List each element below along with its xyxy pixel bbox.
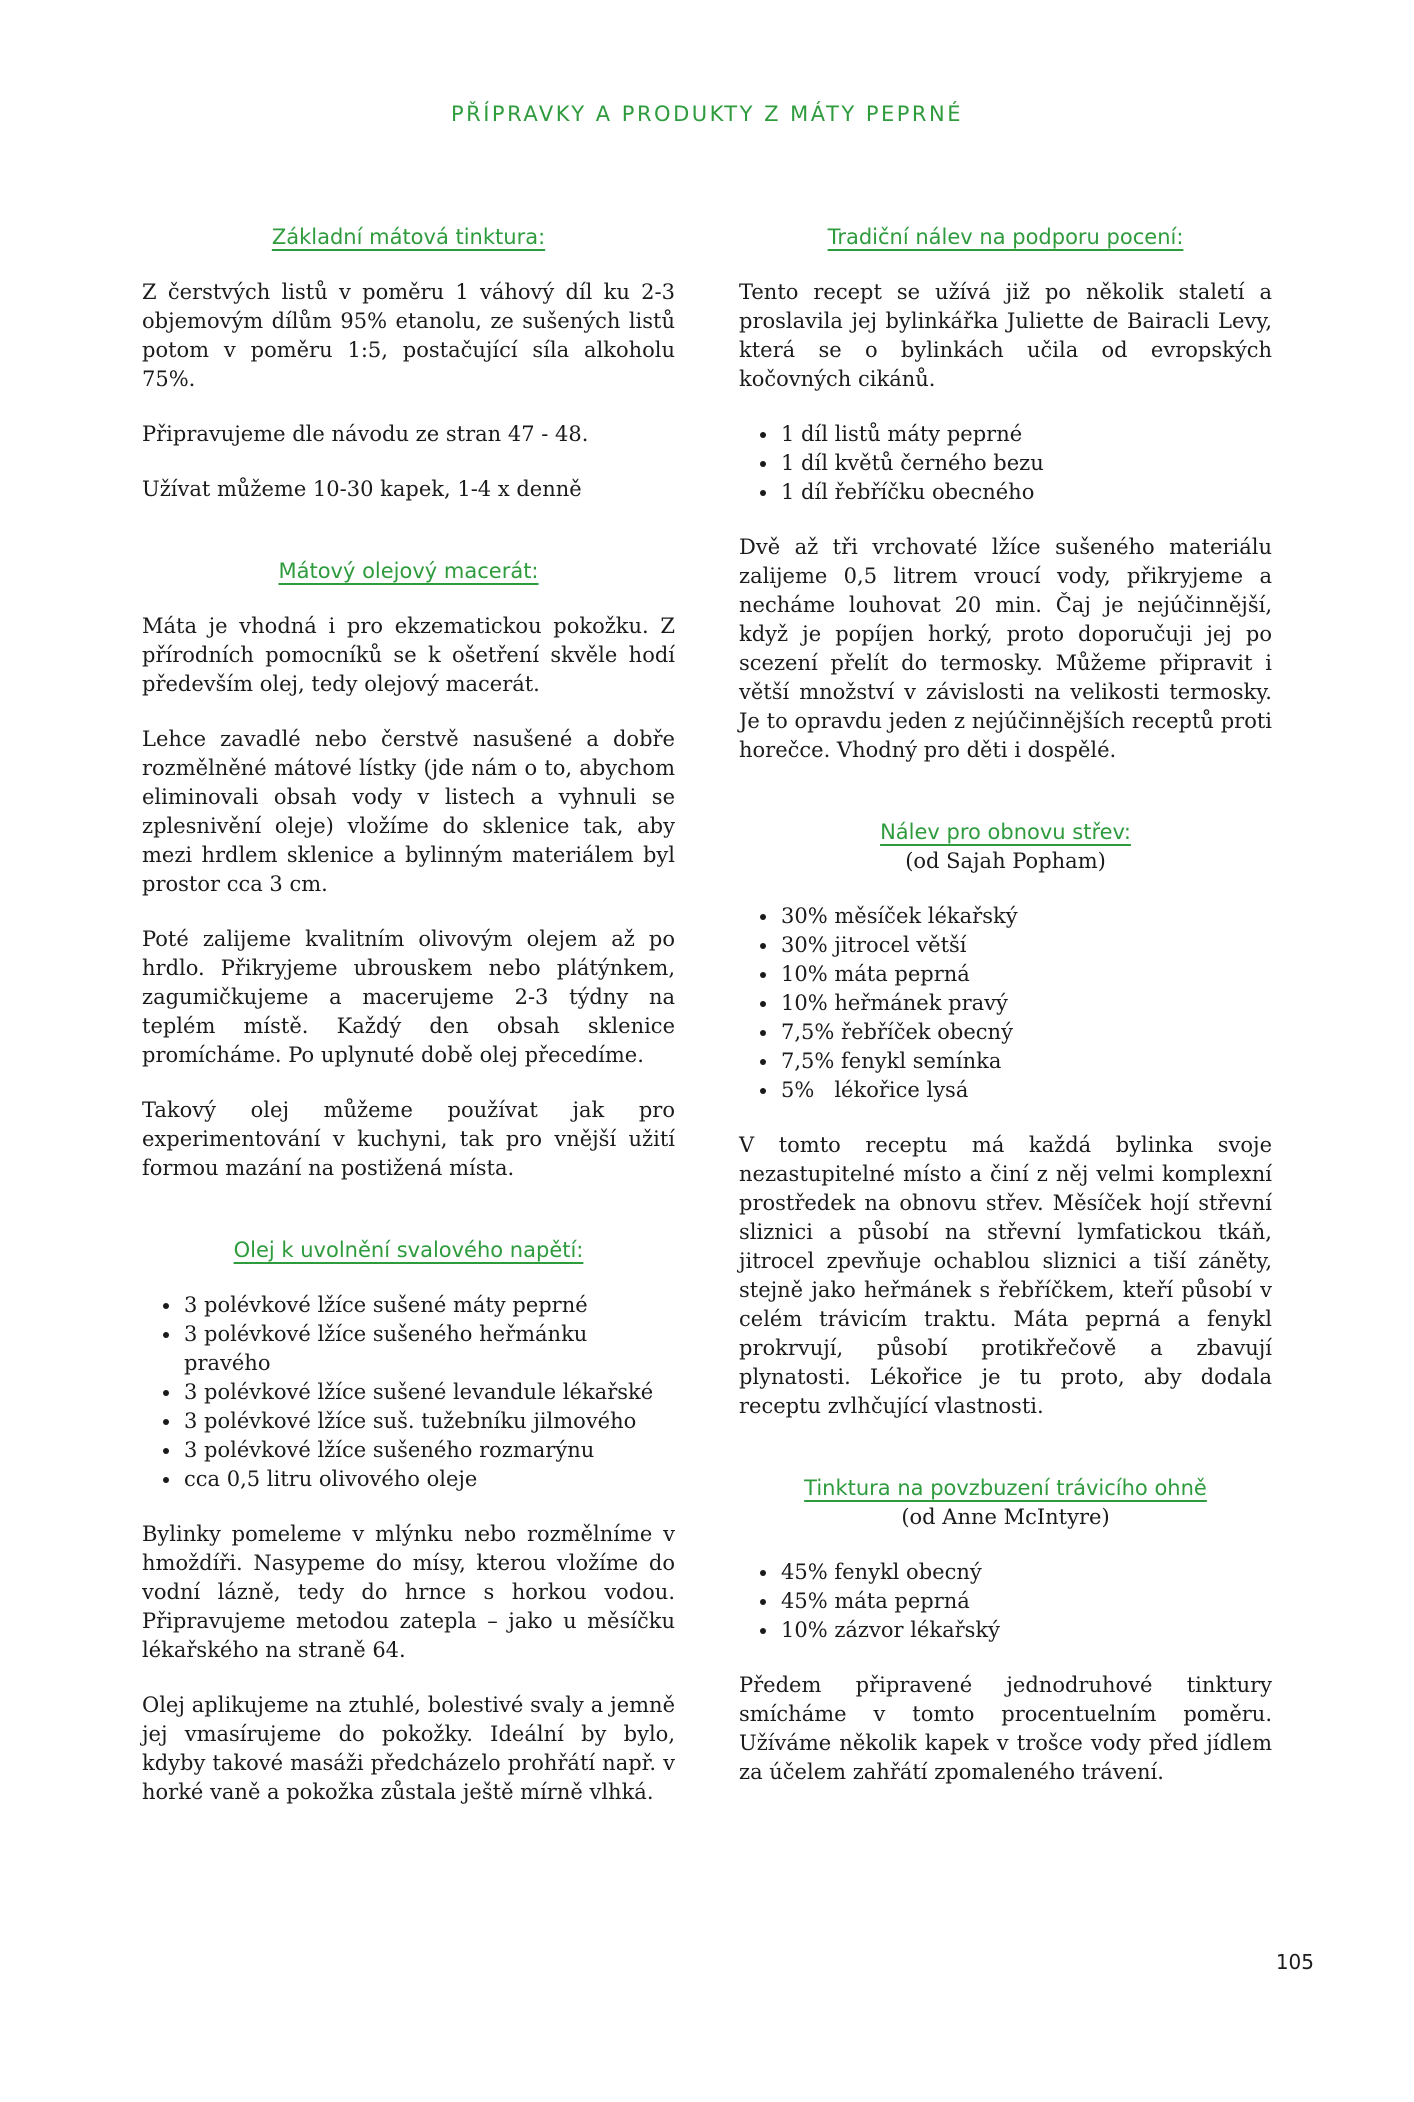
list-item: • 5% lékořice lysá xyxy=(779,1076,1272,1105)
list-item: • 7,5% fenykl semínka xyxy=(779,1047,1272,1076)
paragraph: Z čerstvých listů v poměru 1 váhový díl ku 2-3 objemovým dílům 95% etanolu, ze sušených listů potom v poměru 1:5, postačující síla alkoholu 75%. xyxy=(142,280,675,391)
right-column xyxy=(739,222,1272,1807)
section-tradicni-nalev xyxy=(739,222,1272,765)
list-item: • 3 polévkové lžíce sušeného rozmarýnu xyxy=(182,1436,675,1465)
section-heading: Tradiční nálev na podporu pocení: xyxy=(827,225,1184,249)
section-heading: Tinktura na povzbuzení trávicího ohně xyxy=(804,1476,1207,1500)
paragraph: Připravujeme dle návodu ze stran 47 - 48. xyxy=(142,422,589,446)
paragraph: Máta je vhodná i pro ekzematickou pokožku. Z přírodních pomocníků se k ošetření skvěle hodí především olej, tedy olejový macerát. xyxy=(142,614,675,696)
list-item: • 1 díl květů černého bezu xyxy=(779,449,1272,478)
list-item: • 10% heřmánek pravý xyxy=(779,989,1272,1018)
paragraph: Olej aplikujeme na ztuhlé, bolestivé svaly a jemně jej vmasírujeme do pokožky. Ideální by bylo, kdyby takové masáži předcházelo prohřátí např. v horké vaně a pokožka zůstala ještě mírně vlhká. xyxy=(142,1693,675,1804)
paragraph: Dvě až tři vrchovaté lžíce sušeného materiálu zalijeme 0,5 litrem vroucí vody, přikryjeme a necháme louhovat 20 min. Čaj je nejúčinnější, když je popíjen horký, proto doporučuji jej po scezení přelít do termosky. Můžeme připravit i větší množství v závislosti na velikosti termosky. Je to opravdu jeden z nejúčinnějších receptů proti horečce. Vhodný pro děti i dospělé. xyxy=(739,535,1272,762)
paragraph: V tomto receptu má každá bylinka svoje nezastupitelné místo a činí z něj velmi komplexní prostředek na obnovu střev. Měsíček hojí střevní sliznici a působí na střevní lymfatickou tkáň, jitrocel zpevňuje ochablou sliznici a tiší záněty, stejně jako heřmánek s řebříčkem, kteří působí v celém trávicím traktu. Máta peprná a fenykl prokrvují, působí protikřečově a zbavují plynatosti. Lékořice je tu proto, aby dodala receptu zvlhčující vlastnosti. xyxy=(739,1133,1272,1418)
list-item: • 3 polévkové lžíce sušené levandule lékařské xyxy=(182,1378,675,1407)
left-column xyxy=(142,222,675,1807)
section-heading: Nálev pro obnovu střev: xyxy=(880,820,1131,844)
list-item: • 45% máta peprná xyxy=(779,1587,1272,1616)
list-item: • 1 díl řebříčku obecného xyxy=(779,478,1272,507)
section-tinktura-travici-ohen xyxy=(739,1473,1272,1787)
paragraph: Lehce zavadlé nebo čerstvě nasušené a dobře rozmělněné mátové lístky (jde nám o to, abychom eliminovali obsah vody v listech a vyhnuli se zplesnivění oleje) vložíme do sklenice tak, aby mezi hrdlem sklenice a bylinným materiálem byl prostor cca 3 cm. xyxy=(142,727,675,896)
section-matovy-olejovy-macerat xyxy=(142,556,675,1183)
paragraph: Předem připravené jednodruhové tinktury smícháme v tomto procentuelním poměru. Užíváme několik kapek v trošce vody před jídlem za účelem zahřátí zpomaleného trávení. xyxy=(739,1673,1272,1784)
page-number: 105 xyxy=(1275,1950,1314,1974)
section-heading: Základní mátová tinktura: xyxy=(271,225,546,249)
document-page xyxy=(0,102,1414,2102)
list-item: • 45% fenykl obecný xyxy=(779,1558,1272,1587)
two-column-layout xyxy=(0,222,1414,1807)
paragraph: Tento recept se užívá již po několik staletí a proslavila jej bylinkářka Juliette de Bairacli Levy, která se o bylinkách učila od evropských kočovných cikánů. xyxy=(739,280,1272,391)
list-item: • 10% máta peprná xyxy=(779,960,1272,989)
list-item: • 3 polévkové lžíce sušené máty peprné xyxy=(182,1291,675,1320)
list-item: • 7,5% řebříček obecný xyxy=(779,1018,1272,1047)
ingredient-list xyxy=(739,420,1272,507)
paragraph: Takový olej můžeme používat jak pro experimentování v kuchyni, tak pro vnější užití formou mazání na postižená místa. xyxy=(142,1098,675,1180)
list-item: • 1 díl listů máty peprné xyxy=(779,420,1272,449)
paragraph: Bylinky pomeleme v mlýnku nebo rozmělníme v hmoždíři. Nasypeme do mísy, kterou vložíme do vodní lázně, tedy do hrnce s horkou vodou. Připravujeme metodou zatepla – jako u měsíčku lékařského na straně 64. xyxy=(142,1522,675,1662)
section-olej-k-uvolneni xyxy=(142,1235,675,1807)
section-subtitle: (od Anne McIntyre) xyxy=(901,1505,1110,1529)
ingredient-list xyxy=(142,1291,675,1494)
paragraph: Užívat můžeme 10-30 kapek, 1-4 x denně xyxy=(142,477,582,501)
ingredient-list xyxy=(739,902,1272,1105)
ingredient-list xyxy=(739,1558,1272,1645)
list-item: • cca 0,5 litru olivového oleje xyxy=(182,1465,675,1494)
section-zakladni-matova-tinktura xyxy=(142,222,675,504)
list-item: • 10% zázvor lékařský xyxy=(779,1616,1272,1645)
section-nalev-pro-obnovu-strev xyxy=(739,817,1272,1421)
section-subtitle: (od Sajah Popham) xyxy=(905,849,1106,873)
paragraph: Poté zalijeme kvalitním olivovým olejem až po hrdlo. Přikryjeme ubrouskem nebo plátýnkem, zagumičkujeme a macerujeme 2-3 týdny na teplém místě. Každý den obsah sklenice promícháme. Po uplynuté době olej přecedíme. xyxy=(142,927,675,1067)
list-item: • 3 polévkové lžíce sušeného heřmánku pravého xyxy=(182,1320,675,1378)
section-heading: Mátový olejový macerát: xyxy=(278,559,539,583)
section-heading: Olej k uvolnění svalového napětí: xyxy=(233,1238,584,1262)
list-item: • 30% jitrocel větší xyxy=(779,931,1272,960)
list-item: • 30% měsíček lékařský xyxy=(779,902,1272,931)
list-item: • 3 polévkové lžíce suš. tužebníku jilmového xyxy=(182,1407,675,1436)
page-title: PŘÍPRAVKY A PRODUKTY Z MÁTY PEPRNÉ xyxy=(450,102,963,126)
